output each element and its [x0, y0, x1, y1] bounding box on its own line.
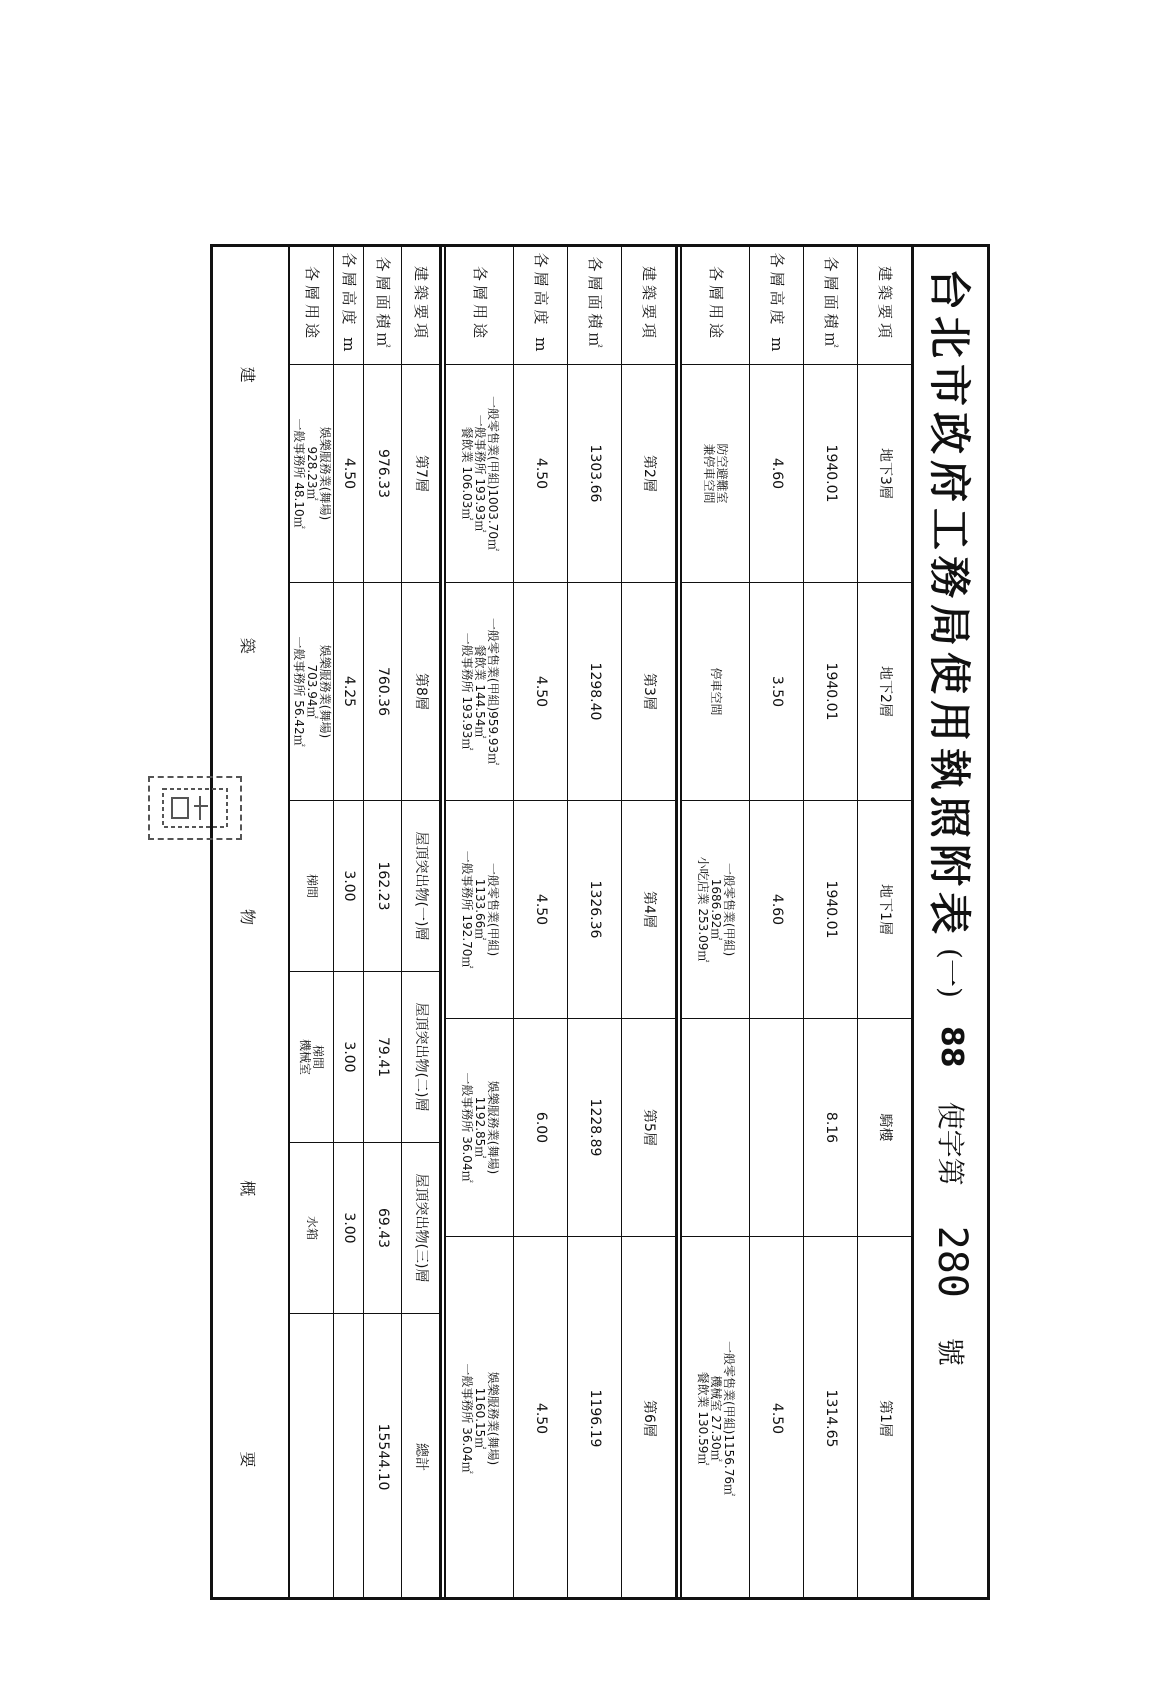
- table-cell: 第2層: [622, 364, 675, 582]
- table-cell: 第8層: [402, 582, 439, 800]
- table-cell: 162.23: [364, 800, 401, 971]
- table-cell: 3.00: [334, 800, 363, 971]
- table-cell: 地下2層: [858, 582, 911, 800]
- table-row: [750, 244, 804, 1600]
- table-cell: 娛樂服務業(舞場) 703.94㎡ 一般事務所 56.42㎡: [290, 582, 333, 800]
- row-header: 各層用途: [471, 265, 489, 342]
- section-divider: [676, 244, 682, 1600]
- table-cell: 4.50: [514, 364, 567, 582]
- table-cell: 1303.66: [568, 364, 621, 582]
- table-cell: 一般零售業(甲組)1003.70㎡ 一般事務所 193.93㎡ 餐飲業 106.03㎡: [446, 364, 513, 582]
- table-cell: [682, 1018, 749, 1236]
- table-cell: 屋頂突出物(一)層: [402, 800, 439, 971]
- table-cell: 第7層: [402, 364, 439, 582]
- permit-attachment-table: [210, 244, 990, 1600]
- table-cell: 屋頂突出物(三)層: [402, 1142, 439, 1313]
- row-header: 各層面積㎡: [374, 256, 392, 352]
- row-header: 各層用途: [303, 265, 321, 342]
- table-row: [364, 244, 402, 1600]
- side-label-char: 物: [238, 909, 258, 936]
- table-cell: 娛樂服務業(舞場) 928.23㎡ 一般事務所 48.10㎡: [290, 364, 333, 582]
- table-cell: 69.43: [364, 1142, 401, 1313]
- table-cell: 總計: [402, 1313, 439, 1600]
- table-row: [446, 244, 514, 1600]
- row-header: 建築要項: [412, 265, 430, 342]
- table-cell: 4.50: [514, 582, 567, 800]
- table-cell: 一般零售業(甲組)1156.76㎡ 機械室 27.30㎡ 餐飲業 130.59㎡: [682, 1236, 749, 1600]
- table-cell: [750, 1018, 803, 1236]
- table-cell: 1940.01: [804, 800, 857, 1018]
- table-cell: 4.50: [334, 364, 363, 582]
- table-cell: 1196.19: [568, 1236, 621, 1600]
- table-row: [568, 244, 622, 1600]
- title-main: 台北市政府工務局使用執照附表: [925, 268, 974, 941]
- table-cell: 地下3層: [858, 364, 911, 582]
- table-cell: 79.41: [364, 971, 401, 1142]
- permit-number: 280: [929, 1225, 975, 1298]
- table-cell: [290, 1313, 333, 1600]
- table-row: [622, 244, 676, 1600]
- table-cell: 娛樂服務業(舞場) 1192.85㎡ 一般事務所 36.04㎡: [446, 1018, 513, 1236]
- table-cell: 梯間 機械室: [290, 971, 333, 1142]
- table-cell: 防空避難室 兼停車空間: [682, 364, 749, 582]
- row-header: 各層面積㎡: [586, 256, 604, 352]
- table-cell: 1326.36: [568, 800, 621, 1018]
- table-cell: 第3層: [622, 582, 675, 800]
- section-divider: [440, 244, 446, 1600]
- table-row: [402, 244, 440, 1600]
- table-cell: 4.25: [334, 582, 363, 800]
- permit-ch: 使字第: [934, 1101, 967, 1186]
- table-row: [334, 244, 364, 1600]
- table-cell: 梯間: [290, 800, 333, 971]
- side-category-label: [210, 244, 290, 1600]
- table-cell: 4.60: [750, 800, 803, 1018]
- table-cell: 1298.40: [568, 582, 621, 800]
- table-cell: 8.16: [804, 1018, 857, 1236]
- table-cell: 4.50: [514, 800, 567, 1018]
- table-cell: 15544.10: [364, 1313, 401, 1600]
- table-cell: 水箱: [290, 1142, 333, 1313]
- row-header: 各層高度 m: [532, 252, 550, 356]
- table-cell: 地下1層: [858, 800, 911, 1018]
- table-cell: 1228.89: [568, 1018, 621, 1236]
- table-cell: 4.50: [750, 1236, 803, 1600]
- permit-hao: 號: [934, 1337, 967, 1366]
- side-label-char: 概: [238, 1180, 258, 1207]
- table-cell: 第4層: [622, 800, 675, 1018]
- table-cell: 3.50: [750, 582, 803, 800]
- table-cell: 1314.65: [804, 1236, 857, 1600]
- row-header: 建築要項: [640, 265, 658, 342]
- table-cell: 一般零售業(甲組) 1133.66㎡ 一般事務所 192.70㎡: [446, 800, 513, 1018]
- document-title: [912, 244, 990, 1600]
- table-cell: 3.00: [334, 971, 363, 1142]
- table-cell: 4.60: [750, 364, 803, 582]
- side-label-char: 要: [238, 1451, 258, 1478]
- row-header: 建築要項: [876, 265, 894, 342]
- table-cell: 屋頂突出物(二)層: [402, 971, 439, 1142]
- table-row: [290, 244, 334, 1600]
- table-cell: 976.33: [364, 364, 401, 582]
- permit-prefix: 88: [934, 1025, 970, 1068]
- table-cell: 停車空間: [682, 582, 749, 800]
- table-cell: 1940.01: [804, 364, 857, 582]
- official-stamp: [148, 776, 242, 840]
- table-cell: 6.00: [514, 1018, 567, 1236]
- table-cell: 760.36: [364, 582, 401, 800]
- table-cell: 騎樓: [858, 1018, 911, 1236]
- table-row: [858, 244, 912, 1600]
- table-cell: 第6層: [622, 1236, 675, 1600]
- table-cell: 第1層: [858, 1236, 911, 1600]
- table-row: [682, 244, 750, 1600]
- row-header: 各層高度 m: [340, 252, 358, 356]
- table-cell: 娛樂服務業(舞場) 1160.15㎡ 一般事務所 36.04㎡: [446, 1236, 513, 1600]
- side-label-char: 建: [238, 366, 258, 393]
- row-header: 各層用途: [707, 265, 725, 342]
- table-cell: [334, 1313, 363, 1600]
- row-header: 各層面積㎡: [822, 256, 840, 352]
- table-cell: 一般零售業(甲組) 1686.92㎡ 小吃店業 253.09㎡: [682, 800, 749, 1018]
- table-cell: 第5層: [622, 1018, 675, 1236]
- table-row: [514, 244, 568, 1600]
- table-cell: 1940.01: [804, 582, 857, 800]
- table-cell: 3.00: [334, 1142, 363, 1313]
- side-label-char: 築: [238, 637, 258, 664]
- stamp-icon: [160, 786, 230, 830]
- table-cell: 一般零售業(甲組)959.93㎡ 餐飲業 144.54㎡ 一般事務所 193.93㎡: [446, 582, 513, 800]
- table-cell: 4.50: [514, 1236, 567, 1600]
- table-row: [804, 244, 858, 1600]
- row-header: 各層高度 m: [768, 252, 786, 356]
- title-suffix: (一): [934, 948, 967, 998]
